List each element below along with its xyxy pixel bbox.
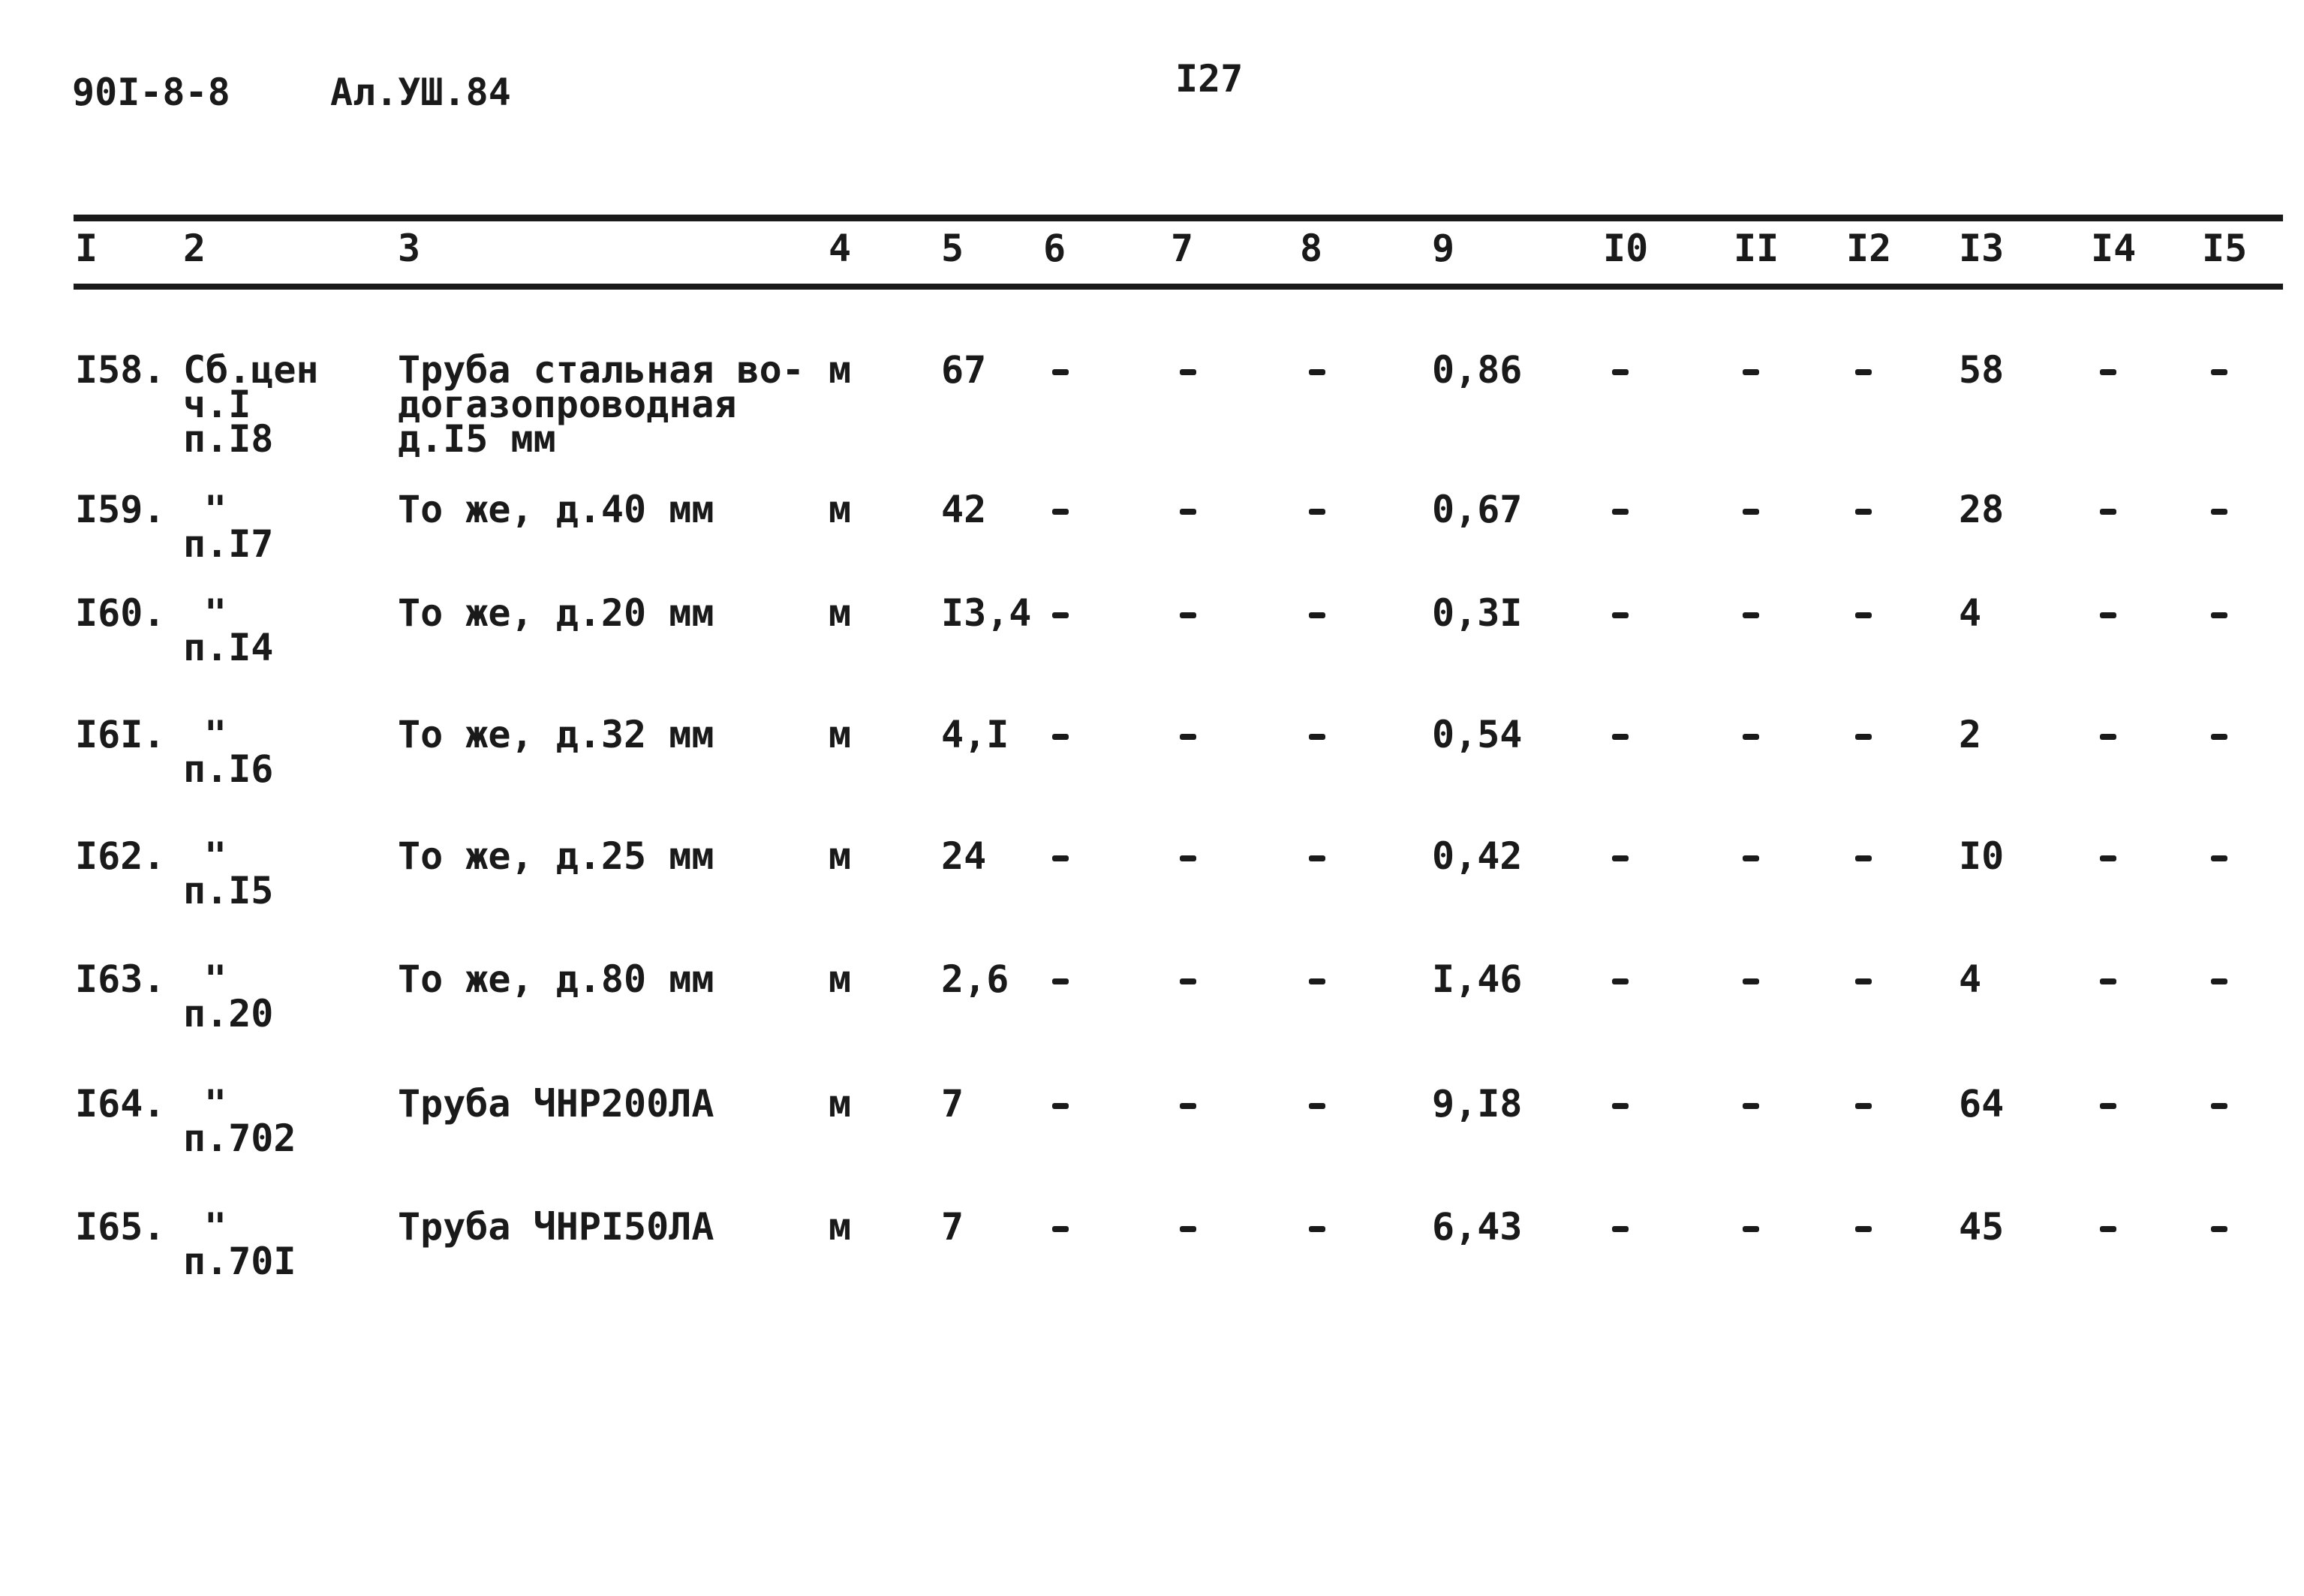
column-header-11: II: [1734, 227, 1779, 270]
row-reference-line: п.I4: [183, 626, 274, 669]
row-value-c5: 2,6: [941, 957, 1009, 1001]
row-value-c13: 58: [1959, 348, 2005, 392]
empty-cell-dash: [1309, 612, 1325, 618]
empty-cell-dash: [2211, 1226, 2227, 1232]
empty-cell-dash: [2211, 369, 2227, 375]
row-reference-line: ": [204, 488, 227, 531]
row-value-c9: 0,86: [1432, 348, 1523, 392]
empty-cell-dash: [1180, 612, 1196, 618]
empty-cell-dash: [2211, 978, 2227, 984]
empty-cell-dash: [1855, 509, 1872, 515]
empty-cell-dash: [1855, 978, 1872, 984]
row-value-c9: 0,42: [1432, 834, 1523, 878]
row-reference-line: ч.I: [183, 383, 251, 426]
empty-cell-dash: [2100, 734, 2116, 740]
empty-cell-dash: [1855, 855, 1872, 861]
row-name-line: То же, д.32 мм: [398, 713, 714, 756]
empty-cell-dash: [1052, 1226, 1069, 1232]
row-number: I6I.: [75, 713, 166, 756]
empty-cell-dash: [1743, 1226, 1759, 1232]
column-header-4: 4: [829, 227, 852, 270]
document-code: 90I-8-8: [72, 71, 230, 114]
empty-cell-dash: [1052, 369, 1069, 375]
empty-cell-dash: [1612, 978, 1629, 984]
empty-cell-dash: [1743, 612, 1759, 618]
empty-cell-dash: [2100, 1226, 2116, 1232]
row-name-line: То же, д.25 мм: [398, 834, 714, 878]
row-number: I58.: [75, 348, 166, 392]
row-name-line: То же, д.40 мм: [398, 488, 714, 531]
row-reference-line: Сб.цен: [183, 348, 319, 392]
column-header-5: 5: [941, 227, 964, 270]
empty-cell-dash: [1052, 855, 1069, 861]
empty-cell-dash: [1612, 1226, 1629, 1232]
empty-cell-dash: [1180, 734, 1196, 740]
empty-cell-dash: [1612, 369, 1629, 375]
empty-cell-dash: [1612, 734, 1629, 740]
empty-cell-dash: [1309, 369, 1325, 375]
row-name-line: д.I5 мм: [398, 417, 556, 461]
row-number: I59.: [75, 488, 166, 531]
row-value-c9: I,46: [1432, 957, 1523, 1001]
table-header-rule: [74, 284, 2283, 290]
row-value-c13: 4: [1959, 957, 1982, 1001]
empty-cell-dash: [1309, 1226, 1325, 1232]
row-unit: м: [829, 957, 852, 1001]
row-name-line: То же, д.80 мм: [398, 957, 714, 1001]
empty-cell-dash: [2100, 978, 2116, 984]
empty-cell-dash: [2211, 1103, 2227, 1109]
column-header-8: 8: [1300, 227, 1323, 270]
empty-cell-dash: [1180, 509, 1196, 515]
empty-cell-dash: [2211, 734, 2227, 740]
row-value-c5: 24: [941, 834, 987, 878]
empty-cell-dash: [1309, 855, 1325, 861]
empty-cell-dash: [1180, 369, 1196, 375]
empty-cell-dash: [1309, 509, 1325, 515]
empty-cell-dash: [2211, 855, 2227, 861]
column-header-13: I3: [1959, 227, 2005, 270]
empty-cell-dash: [1180, 855, 1196, 861]
empty-cell-dash: [2211, 509, 2227, 515]
column-header-1: I: [75, 227, 98, 270]
empty-cell-dash: [1612, 612, 1629, 618]
row-reference-line: ": [204, 834, 227, 878]
empty-cell-dash: [1309, 734, 1325, 740]
empty-cell-dash: [1743, 369, 1759, 375]
row-value-c13: 28: [1959, 488, 2005, 531]
row-reference-line: ": [204, 1205, 227, 1249]
empty-cell-dash: [1612, 1103, 1629, 1109]
row-number: I60.: [75, 591, 166, 635]
row-unit: м: [829, 1205, 852, 1249]
empty-cell-dash: [1743, 509, 1759, 515]
empty-cell-dash: [1052, 509, 1069, 515]
empty-cell-dash: [1612, 509, 1629, 515]
column-header-9: 9: [1432, 227, 1455, 270]
row-value-c5: 67: [941, 348, 987, 392]
empty-cell-dash: [1052, 978, 1069, 984]
row-reference-line: ": [204, 591, 227, 635]
empty-cell-dash: [1180, 978, 1196, 984]
empty-cell-dash: [2100, 369, 2116, 375]
row-name-line: Труба ЧНР200ЛА: [398, 1082, 714, 1126]
empty-cell-dash: [1052, 734, 1069, 740]
row-unit: м: [829, 834, 852, 878]
row-name-line: Труба ЧНРI50ЛА: [398, 1205, 714, 1249]
row-value-c9: 0,54: [1432, 713, 1523, 756]
empty-cell-dash: [1743, 978, 1759, 984]
column-header-6: 6: [1043, 227, 1066, 270]
empty-cell-dash: [1743, 734, 1759, 740]
row-name-line: То же, д.20 мм: [398, 591, 714, 635]
row-reference-line: ": [204, 957, 227, 1001]
empty-cell-dash: [1743, 855, 1759, 861]
empty-cell-dash: [1309, 1103, 1325, 1109]
row-name-line: догазопроводная: [398, 383, 737, 426]
row-unit: м: [829, 488, 852, 531]
row-number: I64.: [75, 1082, 166, 1126]
row-value-c13: 4: [1959, 591, 1982, 635]
row-value-c9: 0,67: [1432, 488, 1523, 531]
row-value-c5: 4,I: [941, 713, 1009, 756]
row-reference-line: п.70I: [183, 1240, 296, 1283]
row-unit: м: [829, 591, 852, 635]
empty-cell-dash: [1855, 612, 1872, 618]
row-value-c9: 6,43: [1432, 1205, 1523, 1249]
row-reference-line: п.702: [183, 1117, 296, 1160]
empty-cell-dash: [2100, 855, 2116, 861]
row-reference-line: ": [204, 1082, 227, 1126]
row-value-c9: 0,3I: [1432, 591, 1523, 635]
row-value-c5: 7: [941, 1082, 964, 1126]
empty-cell-dash: [1855, 1103, 1872, 1109]
row-value-c13: 64: [1959, 1082, 2005, 1126]
empty-cell-dash: [1855, 369, 1872, 375]
row-value-c9: 9,I8: [1432, 1082, 1523, 1126]
album-reference: Ал.УШ.84: [330, 71, 511, 114]
table-top-rule: [74, 215, 2283, 221]
empty-cell-dash: [1052, 1103, 1069, 1109]
row-number: I65.: [75, 1205, 166, 1249]
row-value-c13: I0: [1959, 834, 2005, 878]
row-unit: м: [829, 713, 852, 756]
empty-cell-dash: [1612, 855, 1629, 861]
page-number: I27: [1175, 57, 1244, 101]
row-value-c5: 42: [941, 488, 987, 531]
empty-cell-dash: [1052, 612, 1069, 618]
row-reference-line: п.I6: [183, 747, 274, 791]
row-value-c13: 2: [1959, 713, 1982, 756]
empty-cell-dash: [1180, 1103, 1196, 1109]
row-value-c13: 45: [1959, 1205, 2005, 1249]
column-header-2: 2: [183, 227, 206, 270]
empty-cell-dash: [2211, 612, 2227, 618]
column-header-15: I5: [2202, 227, 2248, 270]
row-value-c5: I3,4: [941, 591, 1032, 635]
column-header-3: 3: [398, 227, 421, 270]
row-reference-line: ": [204, 713, 227, 756]
empty-cell-dash: [2100, 1103, 2116, 1109]
row-number: I62.: [75, 834, 166, 878]
row-reference-line: п.I7: [183, 522, 274, 566]
row-reference-line: п.I8: [183, 417, 274, 461]
row-reference-line: п.I5: [183, 869, 274, 912]
empty-cell-dash: [1855, 1226, 1872, 1232]
empty-cell-dash: [2100, 612, 2116, 618]
row-reference-line: п.20: [183, 992, 274, 1035]
empty-cell-dash: [1855, 734, 1872, 740]
row-unit: м: [829, 1082, 852, 1126]
empty-cell-dash: [1309, 978, 1325, 984]
empty-cell-dash: [1743, 1103, 1759, 1109]
row-number: I63.: [75, 957, 166, 1001]
empty-cell-dash: [1180, 1226, 1196, 1232]
empty-cell-dash: [2100, 509, 2116, 515]
column-header-12: I2: [1846, 227, 1892, 270]
row-name-line: Труба стальная во-: [398, 348, 805, 392]
column-header-14: I4: [2091, 227, 2137, 270]
row-unit: м: [829, 348, 852, 392]
column-header-10: I0: [1603, 227, 1649, 270]
row-value-c5: 7: [941, 1205, 964, 1249]
column-header-7: 7: [1171, 227, 1194, 270]
